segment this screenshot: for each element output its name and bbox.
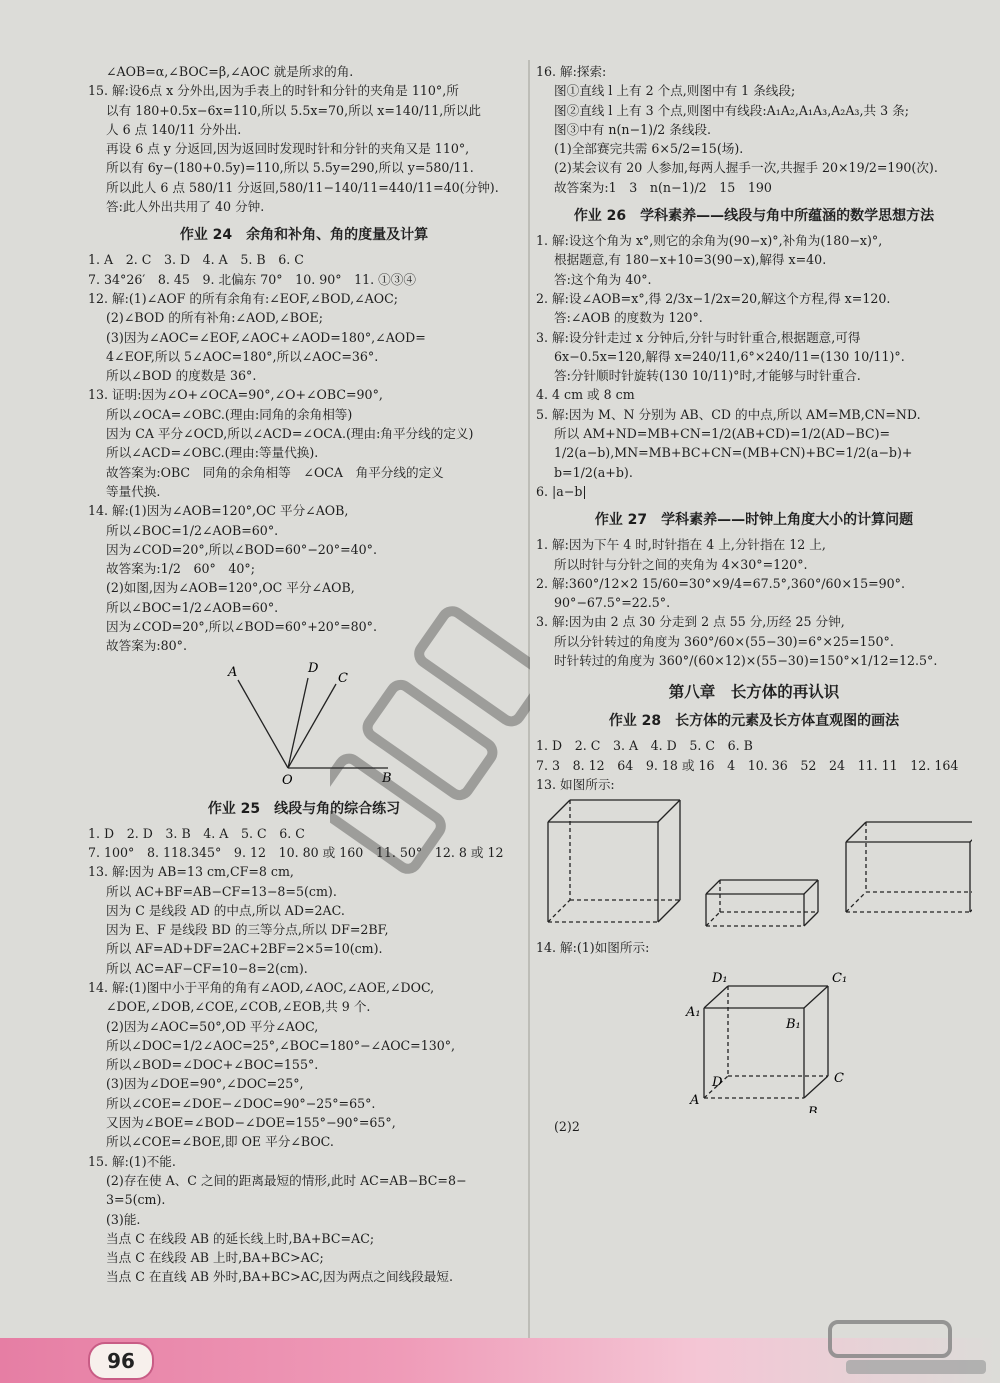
text-line: 7. 3 8. 12 64 9. 18 或 16 4 10. 36 52 24 11. 11 12. 164 — [536, 757, 959, 773]
text-line: 所以∠BOC=1/2∠AOB=60°. — [106, 522, 279, 538]
label-c: C — [834, 1070, 844, 1086]
text-line: 1. D 2. C 3. A 4. D 5. C 6. B — [536, 738, 753, 754]
text-line: 时针转过的角度为 360°/(60×12)×(55−30)=150°×1/12=12.5°. — [554, 653, 938, 669]
text-line: 1. 解:因为下午 4 时,时针指在 4 上,分针指在 12 上, — [536, 537, 826, 553]
text-line: 1. A 2. C 3. D 4. A 5. B 6. C — [88, 252, 304, 268]
section-heading: 作业 28 长方体的元素及长方体直观图的画法 — [608, 713, 900, 730]
text-line: 当点 C 在直线 AB 外时,BA+BC>AC,因为两点之间线段最短. — [106, 1269, 453, 1285]
label-a: A — [228, 664, 238, 680]
text-line: 所以∠OCA=∠OBC.(理由:同角的余角相等) — [106, 406, 353, 422]
text-line: 答:这个角为 40°. — [554, 271, 652, 287]
text-line: 因为 CA 平分∠OCD,所以∠ACD=∠OCA.(理由:角平分线的定义) — [106, 426, 474, 442]
figure-line — [846, 892, 866, 912]
label-d: D — [712, 1074, 723, 1090]
text-line: 所以 AC+BF=AB−CF=13−8=5(cm). — [106, 883, 337, 899]
text-line: 再设 6 点 y 分返回,因为返回时发现时针和分针的夹角又是 110°, — [106, 141, 470, 157]
figure-line — [706, 880, 720, 894]
text-line: 所以 AM+ND=MB+CN=1/2(AB+CD)=1/2(AD−BC)= — [554, 426, 891, 442]
label-c1: C₁ — [832, 970, 848, 986]
text-line: 故答案为:1 3 n(n−1)/2 15 190 — [554, 179, 772, 195]
section-heading: 作业 25 线段与角的综合练习 — [207, 800, 401, 817]
text-line: (3)因为∠AOC=∠EOF,∠AOC+∠AOD=180°,∠AOD= — [106, 329, 426, 345]
wide-cuboid-drawing — [846, 822, 972, 912]
text-line: 3. 解:因为由 2 点 30 分走到 2 点 55 分,历经 25 分钟, — [536, 614, 845, 630]
text-line: 13. 如图所示: — [536, 776, 615, 792]
text-line: 图①直线 l 上有 2 个点,则图中有 1 条线段; — [554, 83, 796, 99]
right-column — [536, 62, 972, 1136]
text-line: 根据题意,有 180−x+10=3(90−x),解得 x=40. — [554, 252, 827, 268]
text-line: 又因为∠BOE=∠BOD−∠DOE=155°−90°=65°, — [106, 1115, 396, 1131]
text-line: 因为 E、F 是线段 BD 的三等分点,所以 DF=2BF, — [106, 922, 389, 938]
text-line: 答:此人外出共用了 40 分钟. — [106, 199, 265, 215]
ray-oc — [288, 684, 336, 768]
label-b: B — [808, 1104, 818, 1113]
text-line: 当点 C 在线段 AB 的延长线上时,BA+BC=AC; — [106, 1230, 375, 1246]
text-line: 4. 4 cm 或 8 cm — [536, 387, 635, 403]
label-d: D — [308, 660, 319, 676]
figure-line — [548, 800, 570, 822]
label-a: A — [690, 1092, 700, 1108]
label-d1: D₁ — [712, 970, 728, 986]
cube-drawing — [548, 800, 680, 922]
figure-line — [970, 822, 972, 842]
text-line: (2)如图,因为∠AOB=120°,OC 平分∠AOB, — [106, 580, 355, 596]
text-line: 故答案为:1/2 60° 40°; — [106, 561, 255, 577]
text-line: 16. 解:探索: — [536, 64, 607, 79]
text-line: 故答案为:80°. — [106, 638, 187, 654]
text-line: 所以∠BOD=∠DOC+∠BOC=155°. — [106, 1057, 319, 1073]
text-line: 6. |a−b| — [536, 483, 587, 499]
label-b: B — [382, 770, 392, 786]
text-line: 所以 AC=AF−CF=10−8=2(cm). — [106, 960, 308, 976]
figure-line — [804, 986, 828, 1008]
figure-line — [804, 912, 818, 926]
ray-od — [288, 678, 308, 768]
text-line: 答:分针顺时针旋转(130 10/11)°时,才能够与时针重合. — [554, 368, 861, 384]
ray-oa — [238, 680, 288, 768]
text-line: 所以∠COE=∠DOE−∠DOC=90°−25°=65°. — [106, 1095, 376, 1111]
text-line: 4∠EOF,所以 5∠AOC=180°,所以∠AOC=36°. — [106, 348, 379, 364]
text-line: 7. 34°26′ 8. 45 9. 北偏东 70° 10. 90° 11. ①③④ — [88, 271, 416, 287]
text-line: 答:∠AOB 的度数为 120°. — [554, 310, 703, 326]
labeled-cube-figure — [536, 958, 972, 1113]
text-line: 13. 解:因为 AB=13 cm,CF=8 cm, — [88, 864, 294, 880]
text-line: 所以∠DOC=1/2∠AOC=25°,∠BOC=180°−∠AOC=130°, — [106, 1037, 456, 1053]
label-b1: B₁ — [786, 1016, 801, 1032]
text-line: 所以∠ACD=∠OBC.(理由:等量代换). — [106, 445, 319, 461]
figure-line — [658, 900, 680, 922]
text-line: 15. 解:设6点 x 分外出,因为手表上的时针和分针的夹角是 110°,所 — [88, 83, 459, 99]
text-line: 14. 解:(1)因为∠AOB=120°,OC 平分∠AOB, — [88, 503, 349, 519]
figure-line — [706, 912, 720, 926]
text-line: 当点 C 在线段 AB 上时,BA+BC>AC; — [106, 1250, 324, 1266]
section-heading: 作业 26 学科素养——线段与角中所蕴涵的数学思想方法 — [573, 208, 935, 225]
text-line: 人 6 点 140/11 分外出. — [106, 121, 242, 137]
flat-cuboid-drawing — [706, 880, 818, 926]
label-o: O — [282, 772, 293, 786]
text-line: (2)∠BOD 的所有补角:∠AOD,∠BOE; — [106, 310, 323, 326]
text-line: 所以时针与分针之间的夹角为 4×30°=120°. — [554, 556, 808, 572]
section-heading: 作业 27 学科素养——时钟上角度大小的计算问题 — [594, 512, 914, 529]
text-line: ∠AOB=α,∠BOC=β,∠AOC 就是所求的角. — [106, 64, 354, 79]
text-line: 12. 解:(1)∠AOF 的所有余角有:∠EOF,∠BOD,∠AOC; — [88, 290, 398, 306]
text-line: 所以∠BOC=1/2∠AOB=60°. — [106, 599, 279, 615]
text-line: 2. 解:设∠AOB=x°,得 2/3x−1/2x=20,解这个方程,得 x=120. — [536, 290, 891, 306]
text-line: 3. 解:设分针走过 x 分钟后,分针与时针重合,根据题意,可得 — [536, 329, 861, 345]
text-line: (2)存在使 A、C 之间的距离最短的情形,此时 AC=AB−BC=8− — [106, 1172, 467, 1188]
text-line: 2. 解:360°/12×2 15/60=30°×9/4=67.5°,360°/60×15=90°. — [536, 575, 905, 591]
text-line: 7. 100° 8. 118.345° 9. 12 10. 80 或 160 11. 50° 12. 8 或 12 — [88, 844, 504, 860]
figure-line — [548, 900, 570, 922]
figure-line — [658, 800, 680, 822]
text-line: 所以分针转过的角度为 360°/60×(55−30)=6°×25=150°. — [554, 633, 894, 649]
text-line: ∠DOE,∠DOB,∠COE,∠COB,∠EOB,共 9 个. — [106, 999, 371, 1015]
text-line: 3=5(cm). — [106, 1192, 166, 1208]
label-a1: A₁ — [686, 1004, 701, 1020]
cube-abcd — [704, 986, 828, 1098]
text-line: 图②直线 l 上有 3 个点,则图中有线段:A₁A₂,A₁A₃,A₂A₃,共 3 条; — [554, 102, 909, 118]
figure-line — [846, 822, 866, 842]
text-line: 因为∠COD=20°,所以∠BOD=60°−20°=40°. — [106, 541, 377, 557]
text-line: 所以有 6y−(180+0.5y)=110,所以 5.5y=290,所以 y=580/11. — [106, 160, 474, 176]
text-line: 以有 180+0.5x−6x=110,所以 5.5x=70,所以 x=140/11,所以此 — [106, 102, 482, 118]
text-line: 15. 解:(1)不能. — [88, 1153, 176, 1169]
text-line: 故答案为:OBC 同角的余角相等 ∠OCA 角平分线的定义 — [106, 464, 444, 480]
text-line: 1. D 2. D 3. B 4. A 5. C 6. C — [88, 825, 305, 841]
text-line: 14. 解:(1)图中小于平角的角有∠AOD,∠AOC,∠AOE,∠DOC, — [88, 979, 435, 995]
text-line: 6x−0.5x=120,解得 x=240/11,6°×240/11=(130 10/11)°. — [554, 348, 905, 364]
text-line: 90°−67.5°=22.5°. — [554, 595, 671, 611]
text-line: b=1/2(a+b). — [554, 464, 633, 480]
text-line: 图③中有 n(n−1)/2 条线段. — [554, 121, 712, 137]
text-line: (2)某会议有 20 人参加,每两人握手一次,共握手 20×19/2=190(次). — [554, 160, 938, 176]
corner-logo — [826, 1318, 996, 1378]
text-line: 所以∠BOD 的度数是 36°. — [106, 368, 257, 384]
text-line: 所以∠COE=∠BOE,即 OE 平分∠BOC. — [106, 1134, 334, 1150]
text-line: 5. 解:因为 M、N 分别为 AB、CD 的中点,所以 AM=MB,CN=ND. — [536, 406, 921, 422]
text-line: 1. 解:设这个角为 x°,则它的余角为(90−x)°,补角为(180−x)°, — [536, 233, 883, 249]
section-heading: 作业 24 余角和补角、角的度量及计算 — [179, 227, 429, 244]
figure-line — [804, 1076, 828, 1098]
text-line: (1)全部赛完共需 6×5/2=15(场). — [554, 141, 744, 157]
figure-line — [704, 986, 728, 1008]
text-line: 1/2(a−b),MN=MB+BC+CN=(MB+CN)+BC=1/2(a−b)+ — [554, 445, 913, 461]
figure-line — [804, 880, 818, 894]
cuboid-figures — [536, 794, 972, 934]
text-line: 等量代换. — [106, 483, 161, 499]
text-line: 因为 C 是线段 AD 的中点,所以 AD=2AC. — [106, 902, 345, 918]
text-line: (3)因为∠DOE=90°,∠DOC=25°, — [106, 1076, 304, 1092]
page-number: 96 — [88, 1342, 154, 1380]
watermark-stamp — [330, 600, 530, 880]
chapter-heading: 第八章 长方体的再认识 — [668, 683, 840, 702]
text-line: 因为∠COD=20°,所以∠BOD=60°+20°=80°. — [106, 619, 377, 635]
text-line: 所以此人 6 点 580/11 分返回,580/11−140/11=440/11=40(分钟). — [106, 179, 499, 195]
text-line: (3)能. — [106, 1211, 141, 1227]
label-c: C — [338, 670, 348, 686]
text-line: (2)2 — [554, 1118, 580, 1134]
text-line: 14. 解:(1)如图所示: — [536, 940, 650, 956]
text-line: 所以 AF=AD+DF=2AC+2BF=2×5=10(cm). — [106, 941, 383, 957]
text-line: 13. 证明:因为∠O+∠OCA=90°,∠O+∠OBC=90°, — [88, 387, 383, 403]
text-line: (2)因为∠AOC=50°,OD 平分∠AOC, — [106, 1018, 319, 1034]
